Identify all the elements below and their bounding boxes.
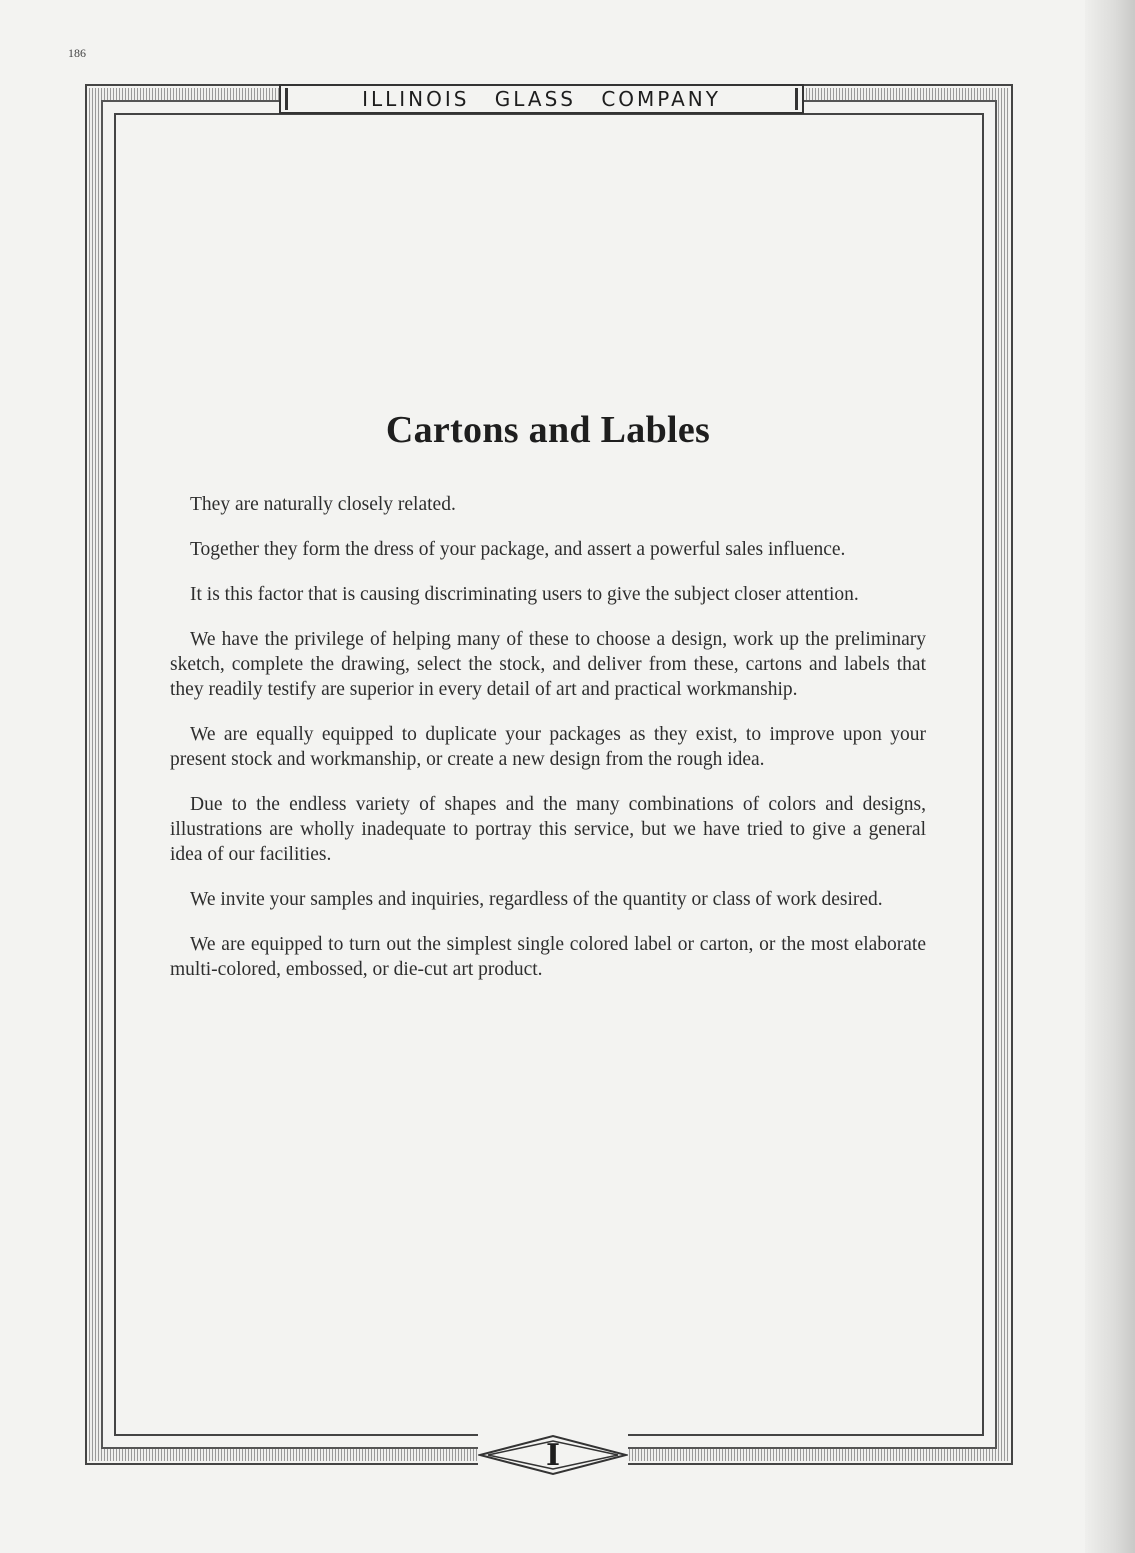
page-title: Cartons and Lables [385, 409, 711, 451]
article [170, 408, 926, 1002]
header-banner [279, 84, 804, 114]
paragraph: Together they form the dress of your package, and assert a powerful sales influence. [190, 539, 846, 560]
footer-diamond-emblem [478, 1434, 628, 1476]
paragraph: We have the privilege of helping many of these to choose a design, work up the preliminary sketch, complete the drawing, select the stock, and deliver from these, cartons and labels that they readily testify are superior in every detail of art and practical workmanship. [170, 629, 926, 700]
paragraph: They are naturally closely related. [190, 494, 456, 515]
paragraph: We are equally equipped to duplicate your packages as they exist, to improve upon your present stock and workmanship, or create a new design from the rough idea. [170, 724, 926, 770]
page-number: 186 [68, 46, 86, 60]
paragraph: We invite your samples and inquiries, regardless of the quantity or class of work desired. [190, 889, 883, 910]
page-edge-shadow [1085, 0, 1135, 1553]
company-name: ILLINOIS GLASS COMPANY [362, 87, 721, 111]
paragraph: It is this factor that is causing discriminating users to give the subject closer attention. [190, 584, 859, 605]
paragraph: Due to the endless variety of shapes and the many combinations of colors and designs, illustrations are wholly inadequate to portray this service, but we have tried to give a general idea of our facilities. [170, 794, 926, 865]
emblem-letter: I [545, 1437, 561, 1473]
paragraph: We are equipped to turn out the simplest single colored label or carton, or the most elaborate multi-colored, embossed, or die-cut art product. [170, 934, 926, 980]
